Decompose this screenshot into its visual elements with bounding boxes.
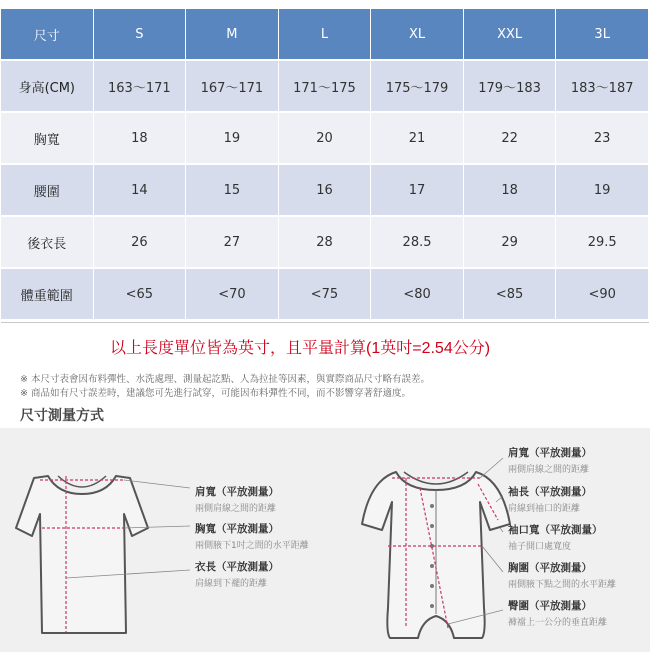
- table-cell: <85: [464, 269, 557, 321]
- table-cell: 20: [279, 113, 372, 165]
- table-row: [1, 61, 649, 113]
- header-cell: M: [186, 9, 279, 61]
- header-cell: XL: [371, 9, 464, 61]
- table-cell: 27: [186, 217, 279, 269]
- header-cell: 尺寸: [1, 9, 94, 61]
- callout-desc: 兩側腋下1吋之間的水平距離: [195, 541, 309, 551]
- disclaimer-note: ※ 商品如有尺寸誤差時，建議您可先進行試穿，可能因布料彈性不同，而不影響穿著舒適度。: [20, 388, 411, 399]
- size-table: [1, 9, 649, 321]
- table-cell: 28: [279, 217, 372, 269]
- table-row: [1, 113, 649, 165]
- callout-chest-girth: [508, 560, 616, 590]
- callout-hip: [508, 598, 607, 628]
- table-cell: <80: [371, 269, 464, 321]
- romper-icon: [362, 472, 510, 638]
- callout-sleeve-length: [508, 484, 592, 514]
- row-label: 體重範圍: [1, 269, 94, 321]
- divider: [1, 322, 649, 323]
- callout-desc: 褲襠上一公分的垂直距離: [508, 618, 608, 628]
- table-cell: <75: [279, 269, 372, 321]
- table-cell: 18: [464, 165, 557, 217]
- tshirt-icon: [16, 476, 148, 633]
- header-cell: L: [279, 9, 372, 61]
- size-table-header: [1, 9, 649, 61]
- callout-shoulder: [195, 484, 279, 514]
- table-cell: <65: [94, 269, 187, 321]
- table-cell: 19: [186, 113, 279, 165]
- callout-desc: 兩側腋下點之間的水平距離: [508, 580, 617, 590]
- table-cell: 167～171: [186, 61, 279, 113]
- callout-desc: 袖子開口處寬度: [508, 542, 572, 552]
- table-cell: 163～171: [94, 61, 187, 113]
- table-cell: <90: [556, 269, 649, 321]
- disclaimer-note: ※ 本尺寸表會因布料彈性、水洗處理、測量起訖點、人為拉扯等因素，與實際商品尺寸略有誤差。: [20, 374, 430, 385]
- callout-title: 臀圍（平放測量）: [508, 600, 592, 612]
- table-cell: 21: [371, 113, 464, 165]
- callout-title: 袖長（平放測量）: [508, 486, 592, 498]
- callout-desc: 肩線到袖口的距離: [508, 504, 581, 514]
- section-title: 尺寸測量方式: [20, 408, 104, 424]
- table-row: [1, 165, 649, 217]
- table-cell: 183～187: [556, 61, 649, 113]
- callout-title: 胸寬（平放測量）: [195, 523, 279, 535]
- callout-cuff-width: [508, 522, 603, 552]
- table-row: [1, 269, 649, 321]
- table-cell: 171～175: [279, 61, 372, 113]
- table-cell: 29.5: [556, 217, 649, 269]
- row-label: 腰圍: [1, 165, 94, 217]
- table-row: [1, 217, 649, 269]
- callout-title: 衣長（平放測量）: [195, 561, 279, 573]
- callout-title: 肩寬（平放測量）: [508, 447, 592, 459]
- row-label: 後衣長: [1, 217, 94, 269]
- table-cell: 17: [371, 165, 464, 217]
- header-cell: XXL: [464, 9, 557, 61]
- callout-desc: 兩側肩線之間的距離: [195, 504, 277, 514]
- callout-title: 肩寬（平放測量）: [195, 486, 279, 498]
- row-label: 胸寬: [1, 113, 94, 165]
- table-cell: 22: [464, 113, 557, 165]
- measurement-diagram: [0, 428, 650, 652]
- table-cell: 19: [556, 165, 649, 217]
- callout-title: 袖口寬（平放測量）: [508, 524, 603, 536]
- table-cell: 18: [94, 113, 187, 165]
- table-cell: 179～183: [464, 61, 557, 113]
- table-cell: 29: [464, 217, 557, 269]
- table-cell: 15: [186, 165, 279, 217]
- row-label: 身高(CM): [1, 61, 94, 113]
- header-cell: S: [94, 9, 187, 61]
- table-cell: 175～179: [371, 61, 464, 113]
- callout-shoulder: [508, 445, 592, 475]
- header-cell: 3L: [556, 9, 649, 61]
- callout-length: [195, 559, 279, 589]
- table-cell: 14: [94, 165, 187, 217]
- callout-title: 胸圍（平放測量）: [508, 562, 592, 574]
- table-cell: 16: [279, 165, 372, 217]
- callout-desc: 兩側肩線之間的距離: [508, 465, 590, 475]
- table-cell: 26: [94, 217, 187, 269]
- unit-note: 以上長度單位皆為英寸，且平量計算(1英吋=2.54公分): [110, 340, 491, 357]
- callout-chest: [195, 521, 309, 551]
- table-cell: 28.5: [371, 217, 464, 269]
- callout-desc: 肩線到下襬的距離: [195, 579, 268, 589]
- table-cell: 23: [556, 113, 649, 165]
- table-cell: <70: [186, 269, 279, 321]
